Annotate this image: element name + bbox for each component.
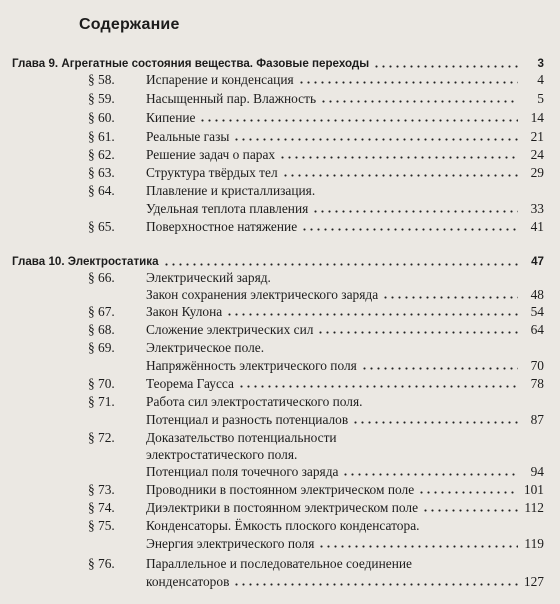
section-title-continued: Напряжённость электрического поля	[146, 358, 357, 373]
page-number: 41	[530, 219, 544, 234]
toc-entry-continued	[146, 574, 544, 590]
toc-entry-continued	[146, 201, 544, 217]
section-title: Электрический заряд.	[146, 270, 271, 285]
section-title: Поверхностное натяжение	[146, 219, 298, 234]
page-number: 127	[523, 574, 544, 589]
leader-dots	[199, 119, 518, 122]
section-title-continued: Энергия электрического поля	[146, 536, 315, 551]
section-number: § 63.	[88, 165, 115, 180]
section-title-continued: Потенциал и разность потенциалов	[146, 412, 349, 427]
page-number: 87	[530, 412, 544, 427]
section-title: Теорема Гаусса	[146, 376, 234, 391]
section-title: Структура твёрдых тел	[146, 165, 278, 180]
page-number: 78	[530, 376, 544, 391]
section-title: Кипение	[146, 110, 196, 125]
toc-entry-continued	[146, 536, 544, 552]
toc-entry	[88, 165, 544, 181]
section-number: § 67.	[88, 304, 115, 319]
section-title: Насыщенный пар. Влажность	[146, 91, 317, 106]
leader-dots	[361, 367, 518, 370]
page-number: 48	[530, 287, 544, 302]
leader-dots	[226, 313, 518, 316]
chapter-9-title: Глава 9. Агрегатные состояния вещества. Фазовые переходы	[12, 57, 370, 70]
toc-entry-continued	[146, 287, 544, 303]
section-number: § 68.	[88, 322, 115, 337]
section-number: § 76.	[88, 556, 115, 571]
section-number: § 73.	[88, 482, 115, 497]
page-number: 33	[530, 201, 544, 216]
section-title: Доказательство потенциальности	[146, 430, 337, 445]
page-number: 94	[530, 464, 544, 479]
leader-dots	[342, 473, 518, 476]
toc-entry	[88, 340, 544, 356]
page-number: 64	[530, 322, 544, 337]
section-title: Проводники в постоянном электрическом поле	[146, 482, 415, 497]
section-number: § 59.	[88, 91, 115, 106]
section-number: § 75.	[88, 518, 115, 533]
leader-dots	[279, 156, 518, 159]
page-number: 24	[530, 147, 544, 162]
leader-dots	[163, 263, 518, 266]
toc-entry	[88, 91, 544, 107]
section-number: § 58.	[88, 72, 115, 87]
leader-dots	[382, 296, 518, 299]
toc-entry	[88, 129, 544, 145]
section-number: § 65.	[88, 219, 115, 234]
section-number: § 71.	[88, 394, 115, 409]
toc-entry-continued	[146, 447, 544, 463]
leader-dots	[301, 228, 518, 231]
toc-entry	[88, 110, 544, 126]
section-number: § 69.	[88, 340, 115, 355]
chapter-9-entry	[12, 56, 544, 72]
leader-dots	[418, 491, 518, 494]
toc-entry	[88, 376, 544, 392]
chapter-10-title: Глава 10. Электростатика	[12, 255, 159, 268]
section-title: Закон Кулона	[146, 304, 223, 319]
toc-entry	[88, 304, 544, 320]
page-number: 4	[537, 72, 544, 87]
toc-entry-continued	[146, 412, 544, 428]
section-title-continued: Потенциал поля точечного заряда	[146, 464, 339, 479]
leader-dots	[238, 385, 518, 388]
page-number: 112	[524, 500, 544, 515]
section-number: § 61.	[88, 129, 115, 144]
section-number: § 74.	[88, 500, 115, 515]
page-number: 5	[537, 91, 544, 106]
section-title-continued: Закон сохранения электрического заряда	[146, 287, 379, 302]
chapter-10-entry	[12, 254, 544, 270]
toc-entry	[88, 394, 544, 410]
toc-entry	[88, 500, 544, 516]
section-title: Плавление и кристаллизация.	[146, 183, 316, 198]
section-title-continued: конденсаторов	[146, 574, 230, 589]
leader-dots	[282, 174, 518, 177]
section-title: Сложение электрических сил	[146, 322, 314, 337]
section-number: § 62.	[88, 147, 115, 162]
page-number: 29	[530, 165, 544, 180]
leader-dots	[233, 583, 518, 586]
page-number: 14	[530, 110, 544, 125]
toc-entry	[88, 322, 544, 338]
page-number: 54	[530, 304, 544, 319]
section-title: Реальные газы	[146, 129, 230, 144]
page-number: 3	[537, 57, 544, 70]
toc-entry-continued	[146, 464, 544, 480]
section-title: Работа сил электростатического поля.	[146, 394, 363, 409]
toc-entry	[88, 482, 544, 498]
leader-dots	[298, 81, 518, 84]
leader-dots	[373, 65, 518, 68]
section-number: § 72.	[88, 430, 115, 445]
page-number: 70	[530, 358, 544, 373]
toc-entry	[88, 430, 544, 446]
leader-dots	[233, 138, 518, 141]
toc-entry	[88, 147, 544, 163]
leader-dots	[320, 100, 518, 103]
section-title: Испарение и конденсация	[146, 72, 294, 87]
section-title: Параллельное и последовательное соединение	[146, 556, 412, 571]
leader-dots	[312, 210, 518, 213]
leader-dots	[422, 509, 518, 512]
section-number: § 60.	[88, 110, 115, 125]
toc-title: Содержание	[79, 16, 180, 33]
section-title: Диэлектрики в постоянном электрическом поле	[146, 500, 419, 515]
section-number: § 66.	[88, 270, 115, 285]
page-number: 47	[531, 255, 544, 268]
section-number: § 64.	[88, 183, 115, 198]
section-title: Решение задач о парах	[146, 147, 276, 162]
leader-dots	[352, 421, 518, 424]
page-number: 21	[530, 129, 544, 144]
toc-entry	[88, 518, 544, 534]
toc-entry	[88, 556, 544, 572]
toc-entry	[88, 72, 544, 88]
section-title: Конденсаторы. Ёмкость плоского конденсатора.	[146, 518, 420, 533]
leader-dots	[317, 331, 518, 334]
page-number: 101	[523, 482, 544, 497]
toc-entry	[88, 219, 544, 235]
toc-entry-continued	[146, 358, 544, 374]
toc-entry	[88, 183, 544, 199]
section-title-continued: электростатического поля.	[146, 447, 298, 462]
leader-dots	[318, 545, 518, 548]
toc-entry	[88, 270, 544, 286]
section-title: Электрическое поле.	[146, 340, 265, 355]
section-number: § 70.	[88, 376, 115, 391]
page-number: 119	[524, 536, 544, 551]
section-title-continued: Удельная теплота плавления	[146, 201, 309, 216]
